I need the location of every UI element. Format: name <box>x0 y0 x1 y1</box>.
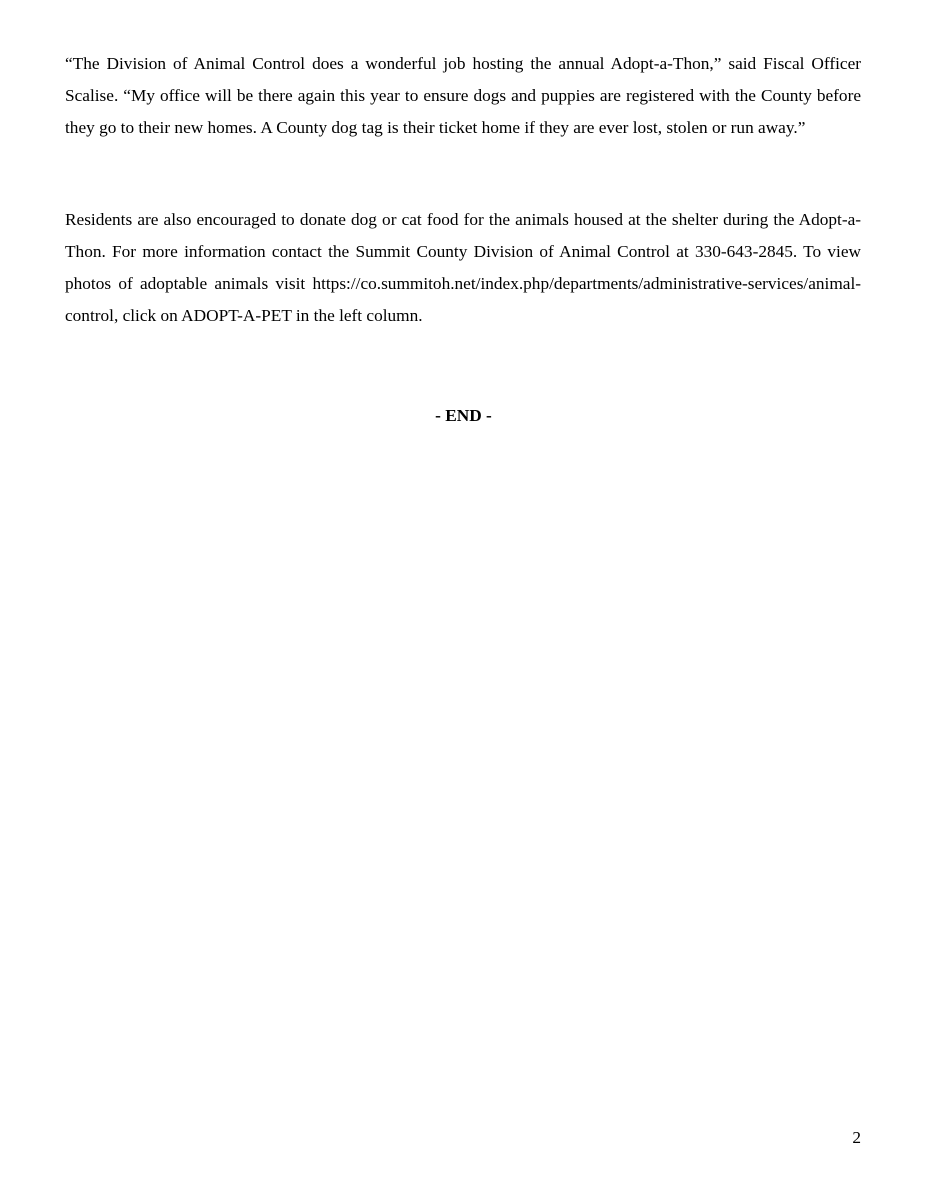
end-marker: - END - <box>435 406 492 425</box>
paragraph-donation-info: Residents are also encouraged to donate dog or cat food for the animals housed at the shelter during the Adopt-a-Thon. For more information contact the Summit County Division of Animal Control at 330-643-2845. To view photos of adoptable animals visit https://co.summitoh.net/index.php/departments/administrative-services/animal-control, click on ADOPT-A-PET in the left column. <box>65 210 861 325</box>
paragraph-fiscal-officer-quote: “The Division of Animal Control does a wonderful job hosting the annual Adopt-a-Thon,” said Fiscal Officer Scalise. “My office will be there again this year to ensure dogs and puppies are registered with the County before they go to their new homes. A County dog tag is their ticket home if they are ever lost, stolen or run away.” <box>65 54 861 137</box>
page-number: 2 <box>852 1128 861 1147</box>
